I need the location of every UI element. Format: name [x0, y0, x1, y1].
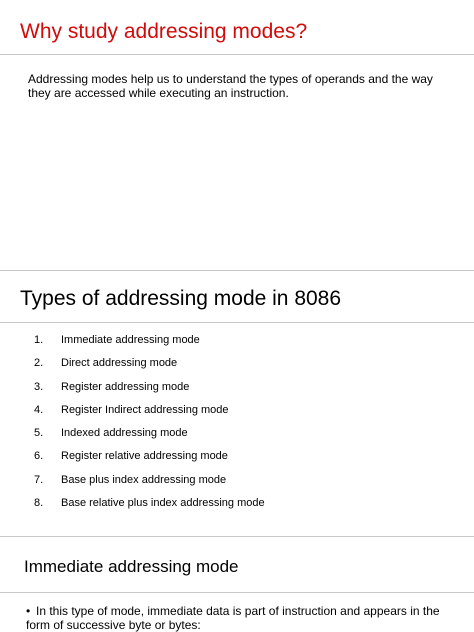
list-text: Immediate addressing mode: [61, 334, 200, 346]
list-text: Base relative plus index addressing mode: [61, 497, 265, 510]
bullet-text: In this type of mode, immediate data is part of instruction and appears in the form of successive byte or bytes:: [26, 604, 440, 632]
list-number: 8.: [34, 497, 44, 510]
list-number: 3.: [34, 380, 44, 393]
slide-title: Immediate addressing mode: [24, 557, 239, 576]
list-item: [34, 332, 265, 355]
list-item: [34, 402, 265, 425]
list-item: [34, 472, 265, 495]
list-number: 6.: [34, 450, 44, 463]
list-number: 1.: [34, 334, 44, 346]
slide-why-study-addressing-modes: [0, 0, 474, 270]
list-number: 2.: [34, 357, 44, 370]
list-text: Direct addressing mode: [61, 357, 178, 370]
list-item: [34, 425, 265, 448]
title-underline: [0, 592, 474, 593]
list-item: [34, 355, 265, 378]
title-underline: [0, 54, 474, 55]
slide-types-of-addressing-mode: [0, 271, 474, 536]
list-text: Register relative addressing mode: [61, 450, 228, 463]
list-item: [34, 495, 265, 518]
slide-title: Why study addressing modes?: [20, 20, 308, 43]
list-number: 5.: [34, 427, 44, 440]
list-number: 4.: [34, 403, 44, 416]
list-text: Register addressing mode: [61, 380, 190, 393]
slide-body-text: Addressing modes help us to understand the types of operands and the way they are accessed while executing an instruction.: [28, 72, 433, 100]
bullet-icon: •: [26, 604, 31, 618]
list-text: Base plus index addressing mode: [61, 473, 227, 486]
slide-immediate-addressing-mode: [0, 537, 474, 632]
slide-title: Types of addressing mode in 8086: [20, 287, 342, 310]
addressing-mode-list: [34, 332, 265, 518]
title-underline: [0, 322, 474, 323]
list-text: Register Indirect addressing mode: [61, 403, 229, 416]
list-item: [34, 379, 265, 402]
slide-bullet-item: [26, 604, 456, 632]
list-text: Indexed addressing mode: [61, 427, 188, 440]
list-number: 7.: [34, 473, 44, 486]
list-item: [34, 448, 265, 471]
